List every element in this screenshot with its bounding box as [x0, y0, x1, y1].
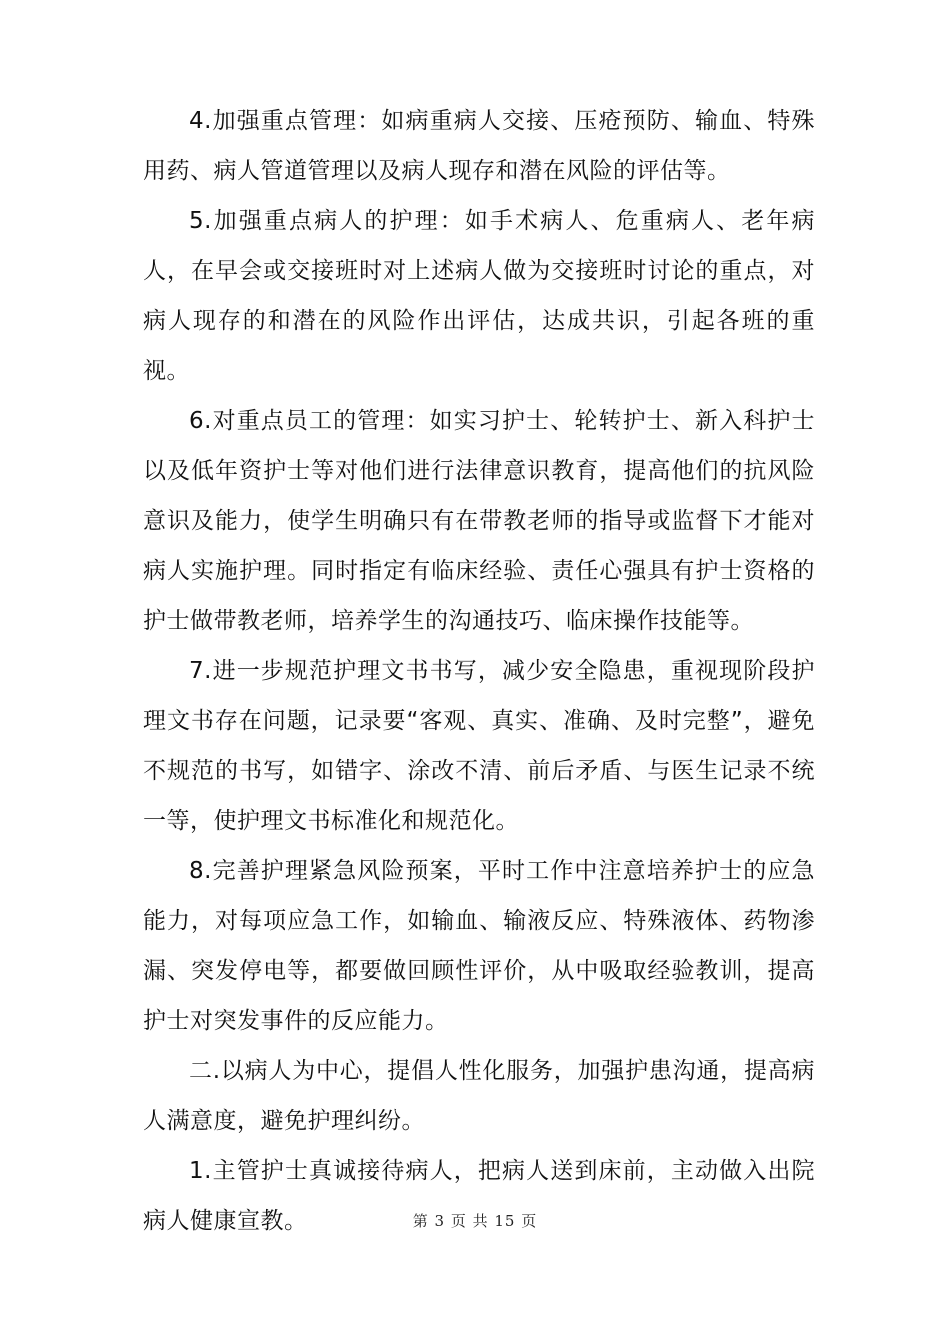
paragraph-item-4: 4.加强重点管理：如病重病人交接、压疮预防、输血、特殊用药、病人管道管理以及病人现存和潜在风险的评估等。 — [143, 108, 815, 184]
paragraph-item-1: 1.主管护士真诚接待病人，把病人送到床前，主动做入出院病人健康宣教。 — [143, 1158, 815, 1234]
paragraph-item-6: 6.对重点员工的管理：如实习护士、轮转护士、新入科护士以及低年资护士等对他们进行法律意识教育，提高他们的抗风险意识及能力，使学生明确只有在带教老师的指导或监督下才能对病人实施护理。同时指定有临床经验、责任心强具有护士资格的护士做带教老师，培养学生的沟通技巧、临床操作技能等。 — [143, 408, 815, 634]
document-body — [143, 96, 815, 1246]
page-footer: 第 3 页 共 15 页 — [412, 1212, 538, 1230]
paragraph-item-8: 8.完善护理紧急风险预案，平时工作中注意培养护士的应急能力，对每项应急工作，如输血、输液反应、特殊液体、药物渗漏、突发停电等，都要做回顾性评价，从中吸取经验教训，提高护士对突发事件的反应能力。 — [143, 858, 815, 1034]
section-heading-two: 二.以病人为中心，提倡人性化服务，加强护患沟通，提高病人满意度，避免护理纠纷。 — [143, 1058, 815, 1134]
paragraph-item-7: 7.进一步规范护理文书书写，减少安全隐患，重视现阶段护理文书存在问题，记录要“客观、真实、准确、及时完整”，避免不规范的书写，如错字、涂改不清、前后矛盾、与医生记录不统一等，使护理文书标准化和规范化。 — [143, 658, 815, 834]
paragraph-item-5: 5.加强重点病人的护理：如手术病人、危重病人、老年病人，在早会或交接班时对上述病人做为交接班时讨论的重点，对病人现存的和潜在的风险作出评估，达成共识，引起各班的重视。 — [143, 208, 815, 384]
